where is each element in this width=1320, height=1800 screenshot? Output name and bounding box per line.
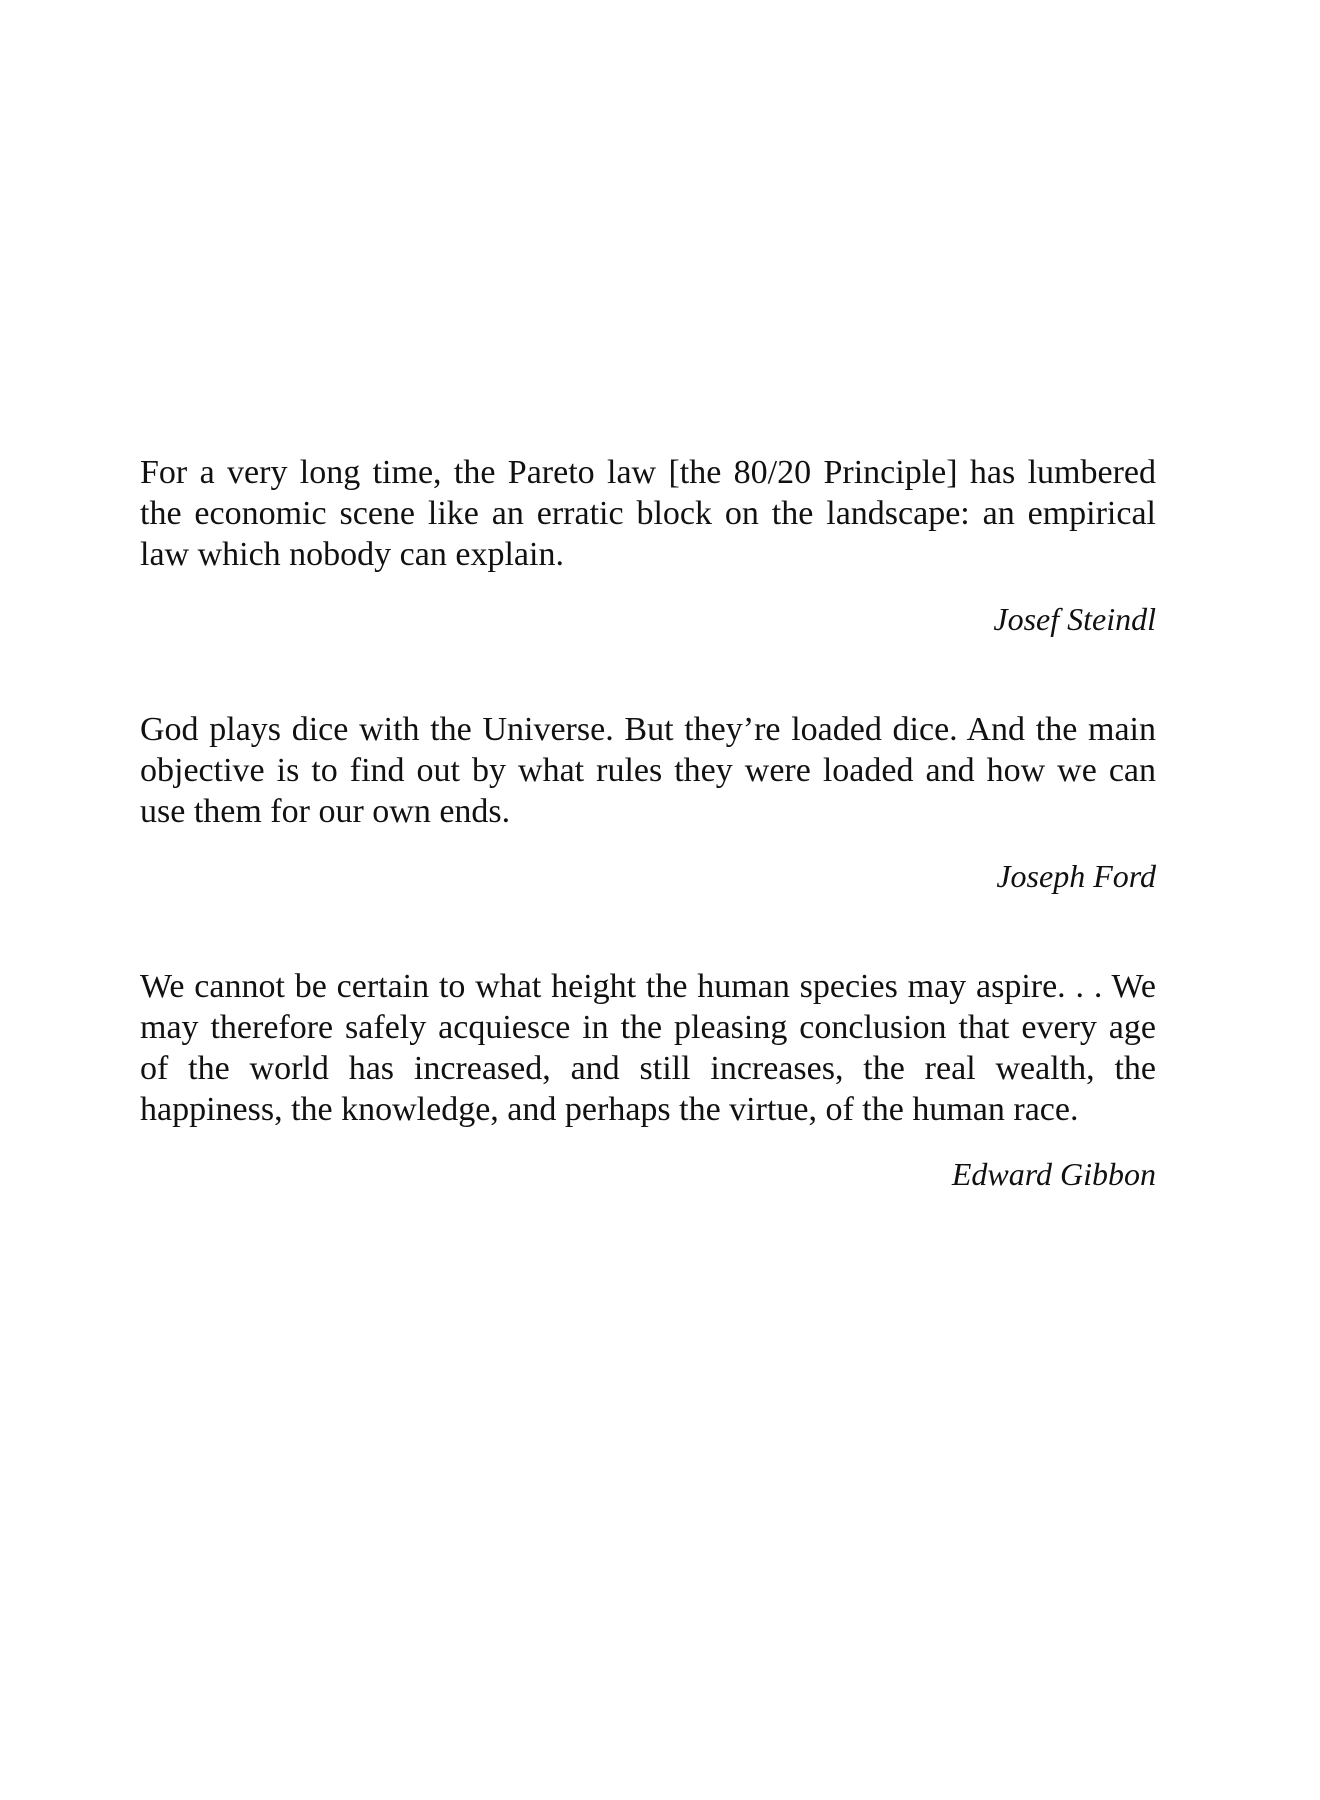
quote-block [140, 709, 1156, 896]
quote-text: We cannot be certain to what height the human species may aspire. . . We may therefore safely acquiesce in the pleasing conclusion that every age of the world has increased, and still increases, the real wealth, the happiness, the knowledge, and perhaps the virtue, of the human race. [140, 968, 1156, 1128]
epigraph-page [140, 452, 1156, 1194]
quote-block [140, 966, 1156, 1194]
quote-text: God plays dice with the Universe. But they’re loaded dice. And the main objective is to find out by what rules they were loaded and how we can use them for our own ends. [140, 711, 1156, 830]
quote-block [140, 452, 1156, 639]
quote-author: Joseph Ford [996, 858, 1156, 894]
quote-author: Josef Steindl [993, 601, 1156, 637]
quote-text: For a very long time, the Pareto law [the 80/20 Principle] has lumbered the economic scene like an erratic block on the landscape: an empirical law which nobody can explain. [140, 454, 1156, 573]
quote-author: Edward Gibbon [951, 1156, 1156, 1192]
